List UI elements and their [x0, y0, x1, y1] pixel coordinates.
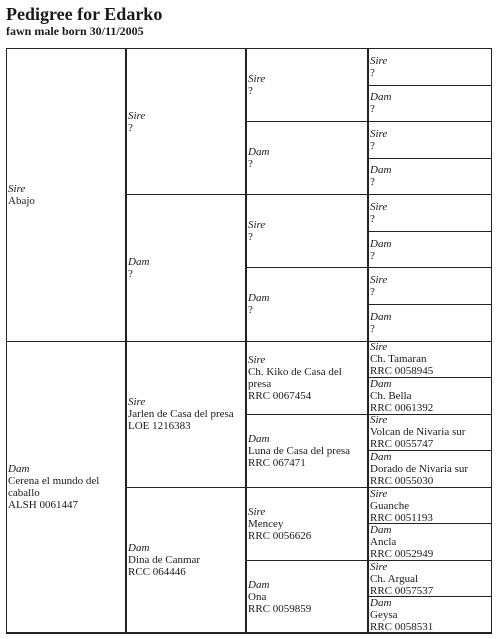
registration-number: RRC 0057537	[370, 584, 434, 596]
parent-role-label: Dam	[248, 578, 270, 591]
parent-role-label: Sire	[370, 342, 388, 354]
pedigree-entry-dam	[368, 525, 492, 559]
parent-role-label: Sire	[248, 219, 266, 232]
parent-role-label: Sire	[370, 561, 388, 573]
pedigree-entry-dam	[368, 87, 492, 121]
parent-role-label: Sire	[370, 415, 388, 427]
registration-number: RRC 0056626	[248, 529, 312, 542]
pedigree-entry-dam	[368, 306, 492, 340]
dog-name: Ch. Argual	[370, 572, 419, 585]
registration-number: RRC 0055030	[370, 474, 434, 486]
parent-role-label: Dam	[370, 164, 392, 177]
dog-name: Ch. Kiko de Casa del presa	[248, 365, 342, 390]
pedigree-entry-sire	[126, 50, 244, 193]
parent-role-label: Dam	[128, 255, 150, 268]
pedigree-entry-dam	[368, 379, 492, 413]
pedigree-entry-dam	[246, 416, 364, 486]
pedigree-entry-sire	[368, 196, 492, 230]
pedigree-entry-sire	[126, 343, 244, 486]
pedigree-entry-sire	[6, 50, 124, 340]
dog-name: ?	[370, 286, 375, 299]
pedigree-entry-sire	[246, 489, 364, 559]
parent-role-label: Sire	[370, 274, 388, 287]
dog-name: Ancla	[370, 536, 397, 549]
pedigree-entry-dam	[368, 160, 492, 194]
dog-name: Abajo	[8, 194, 35, 207]
parent-role-label: Dam	[370, 91, 392, 104]
pedigree-entry-dam	[246, 269, 364, 339]
pedigree-entry-dam	[368, 452, 492, 486]
dog-name: ?	[248, 158, 253, 171]
registration-number: RRC 0067454	[248, 389, 312, 402]
parent-role-label: Sire	[128, 396, 146, 409]
parent-role-label: Sire	[8, 182, 26, 195]
parent-role-label: Dam	[128, 542, 150, 555]
dog-name: Luna de Casa del presa	[248, 444, 351, 457]
dog-name: ?	[248, 304, 253, 317]
dog-name: ?	[248, 231, 253, 244]
pedigree-entry-sire	[246, 196, 364, 266]
parent-role-label: Dam	[248, 292, 270, 305]
registration-number: RRC 0052949	[370, 548, 434, 559]
parent-role-label: Sire	[370, 488, 388, 500]
dog-name: Ch. Tamaran	[370, 353, 427, 366]
parent-role-label: Dam	[370, 452, 392, 463]
parent-role-label: Sire	[370, 54, 388, 67]
registration-number: LOE 1216383	[128, 420, 191, 433]
dog-name: ?	[370, 103, 375, 116]
dog-name: ?	[248, 85, 253, 98]
pedigree-entry-sire	[368, 416, 492, 450]
dog-name: ?	[370, 66, 375, 79]
dog-name: Volcan de Nivaria sur	[370, 426, 466, 439]
parent-role-label: Dam	[370, 310, 392, 323]
pedigree-entry-dam	[246, 562, 364, 632]
parent-role-label: Sire	[370, 127, 388, 140]
registration-number: RRC 0058531	[370, 621, 434, 632]
pedigree-entry-dam	[6, 343, 124, 633]
pedigree-entry-sire	[368, 50, 492, 84]
page-title: Pedigree for Edarko	[6, 4, 163, 24]
dog-name: ?	[370, 139, 375, 152]
dog-name: Geysa	[370, 609, 398, 622]
dog-name: Mencey	[248, 517, 284, 530]
dog-name: ?	[128, 267, 133, 280]
parent-role-label: Dam	[370, 379, 392, 390]
pedigree-entry-sire	[368, 269, 492, 303]
registration-number: RCC 064446	[128, 566, 186, 579]
parent-role-label: Dam	[8, 463, 30, 476]
pedigree-entry-dam	[126, 489, 244, 632]
parent-role-label: Sire	[248, 353, 266, 366]
dog-name: Cerena el mundo del caballo	[8, 475, 100, 500]
pedigree-entry-sire	[246, 50, 364, 120]
parent-role-label: Dam	[370, 525, 392, 537]
pedigree-entry-sire	[368, 562, 492, 596]
pedigree-entry-sire	[368, 123, 492, 157]
dog-name: Ona	[248, 590, 267, 603]
dog-name: ?	[370, 322, 375, 335]
parent-role-label: Dam	[248, 432, 270, 445]
dog-name: ?	[370, 176, 375, 189]
registration-number: RRC 0055747	[370, 438, 434, 450]
registration-number: ALSH 0061447	[8, 499, 78, 512]
dog-name: ?	[370, 249, 375, 262]
registration-number: RRC 0058945	[370, 365, 434, 377]
dog-name: ?	[370, 213, 375, 226]
parent-role-label: Sire	[370, 201, 388, 214]
parent-role-label: Sire	[248, 73, 266, 86]
dog-name: Dorado de Nivaria sur	[370, 462, 469, 475]
pedigree-entry-sire	[368, 343, 492, 377]
parent-role-label: Dam	[248, 146, 270, 159]
parent-role-label: Dam	[370, 237, 392, 250]
pedigree-entry-dam	[126, 196, 244, 339]
parent-role-label: Sire	[128, 109, 146, 122]
dog-name: ?	[128, 121, 133, 134]
pedigree-entry-dam	[368, 233, 492, 267]
registration-number: RRC 067471	[248, 456, 306, 469]
dog-name: Ch. Bella	[370, 389, 412, 402]
pedigree-entry-dam	[368, 598, 492, 632]
parent-role-label: Dam	[370, 598, 392, 610]
registration-number: RRC 0059859	[248, 602, 312, 615]
dog-name: Jarlen de Casa del presa	[128, 408, 234, 421]
dog-name: Dina de Canmar	[128, 554, 201, 567]
page-subtitle: fawn male born 30/11/2005	[6, 24, 144, 38]
parent-role-label: Sire	[248, 505, 266, 518]
dog-name: Guanche	[370, 499, 410, 512]
pedigree-entry-sire	[368, 489, 492, 523]
pedigree-entry-sire	[246, 343, 364, 413]
pedigree-entry-dam	[246, 123, 364, 193]
registration-number: RRC 0061392	[370, 401, 434, 413]
registration-number: RRC 0051193	[370, 511, 433, 523]
